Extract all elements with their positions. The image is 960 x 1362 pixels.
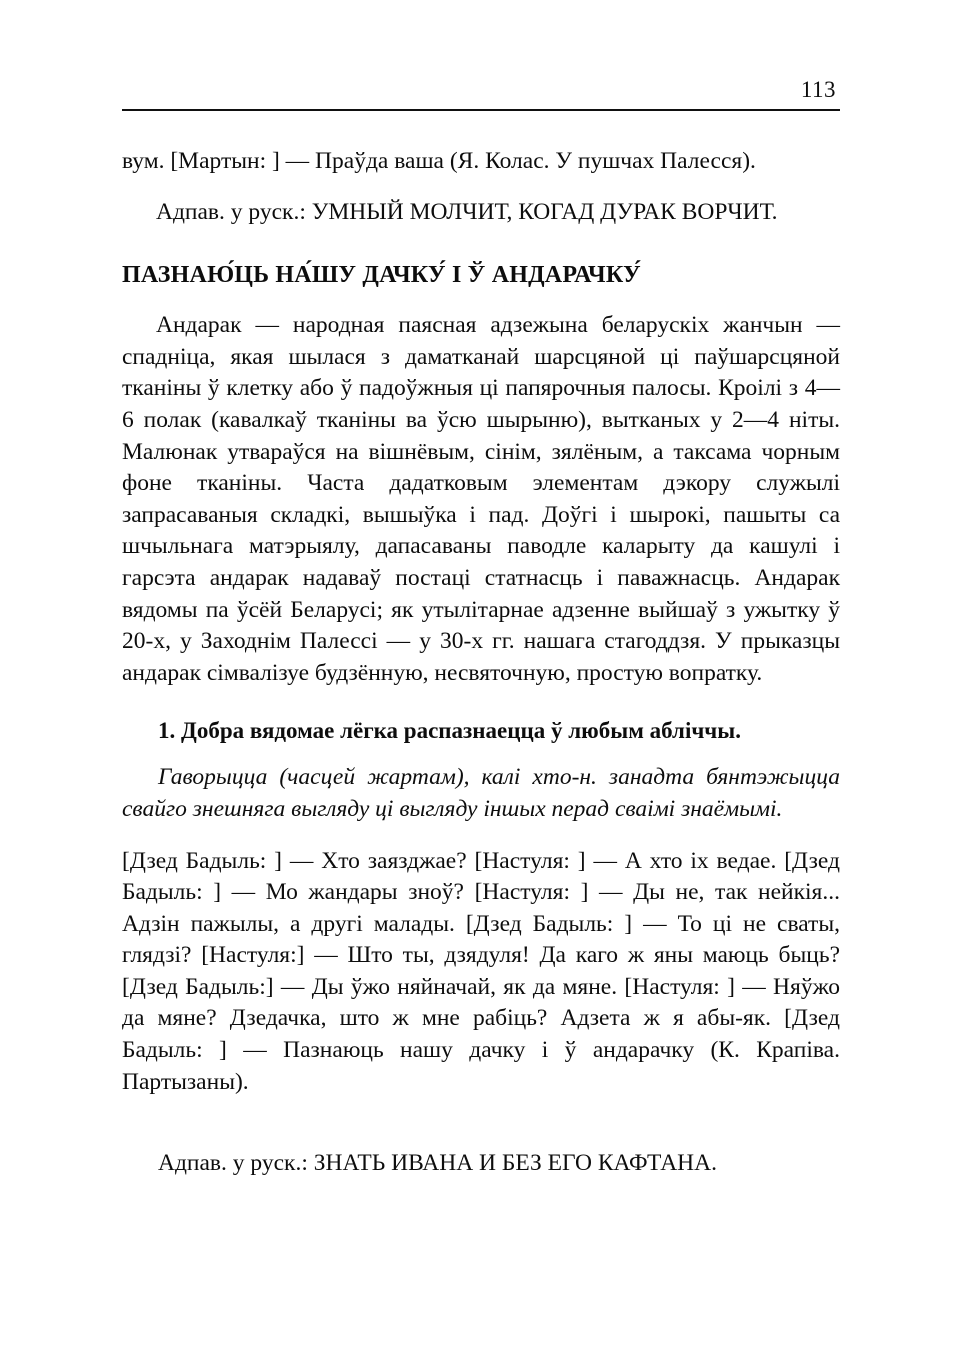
- page-header: [122, 78, 840, 111]
- citation-quotation: [Дзед Бадыль: ] — Хто заязджае? [Настуля: ] — А хто іх ведае. [Дзед Бадыль: ] — Мо жандары зноў? [Настуля: ] — Ды не, так нейкія... Адзін пажылы, а другі малады. [Дзед Бадыль: ] — То ці не сваты, глядзі? [Настуля:] — Што ты, дзядуля! Да каго ж яны маюць быць? [Дзед Бадыль:] — Ды ўжо няйначай, як да мяне. [Настуля: ] — Няўжо да мяне? Дзедачка, што ж мне рабіць? Адзета ж я абы-як. [Дзед Бадыль: ] — Пазнаюць нашу дачку і ў андарачку (К. Крапіва. Партызаны).: [122, 847, 840, 1095]
- page-content: [122, 146, 840, 1180]
- entry-heading: ПАЗНАЮ́ЦЬ НА́ШУ ДАЧКУ́ І Ў АНДАРАЧКУ́: [122, 262, 641, 289]
- continued-quotation-paragraph: вум. [Мартын: ] — Праўда ваша (Я. Колас. У пушчах Палесся).: [122, 148, 756, 174]
- page-number: 113: [800, 77, 836, 102]
- etymology-note-paragraph: Андарак — народная паясная адзежына беларускіх жанчын — спадніца, якая шылася з даматканай шарсцяной ці паўшарсцяной тканіны ў клетку або ў падоўжныя ці папярочныя палосы. Кроілі з 4—6 полак (кавалкаў тканіны ва ўсю шырыню), вытканых у 2—4 ніты. Малюнак утвараўся на вішнёвым, сінім, зялёным, а таксама чорным фоне тканіны. Часта дадатковым элементам дэкору служылі запрасаваныя складкі, вышыўка і пад. Доўгі і шырокі, пашыты са шчыльнага матэрыялу, дапасаваны паводле каларыту да кашулі і гарсэта андарак надаваў постаці статнасць і паважнасць. Андарак вядомы па ўсёй Беларусі; як утылітарнае адзенне выйшаў з ужытку ў 20-х, у Заходнім Палессі — у 30-х гг. нашага стагоддзя. У прыказцы андарак сімвалізуе будзённую, несвяточную, простую вопратку.: [122, 312, 840, 686]
- russian-equivalent-bottom: Адпав. у руск.: ЗНАТЬ ИВАНА И БЕЗ ЕГО КАФТАНА.: [158, 1150, 717, 1177]
- russian-equivalent-top: Адпав. у руск.: УМНЫЙ МОЛЧИТ, КОГАД ДУРАК ВОРЧИТ.: [156, 198, 778, 225]
- sense-number-heading: 1. Добра вядомае лёгка распазнаецца ў любым абліччы.: [158, 718, 741, 744]
- sense-definition: Гаворыцца (часцей жартам), калі хто-н. занадта бянтэжыцца свайго знешняга выгляду ці выгляду іншых перад сваімі знаёмымі.: [122, 764, 840, 822]
- header-rule: [122, 109, 840, 111]
